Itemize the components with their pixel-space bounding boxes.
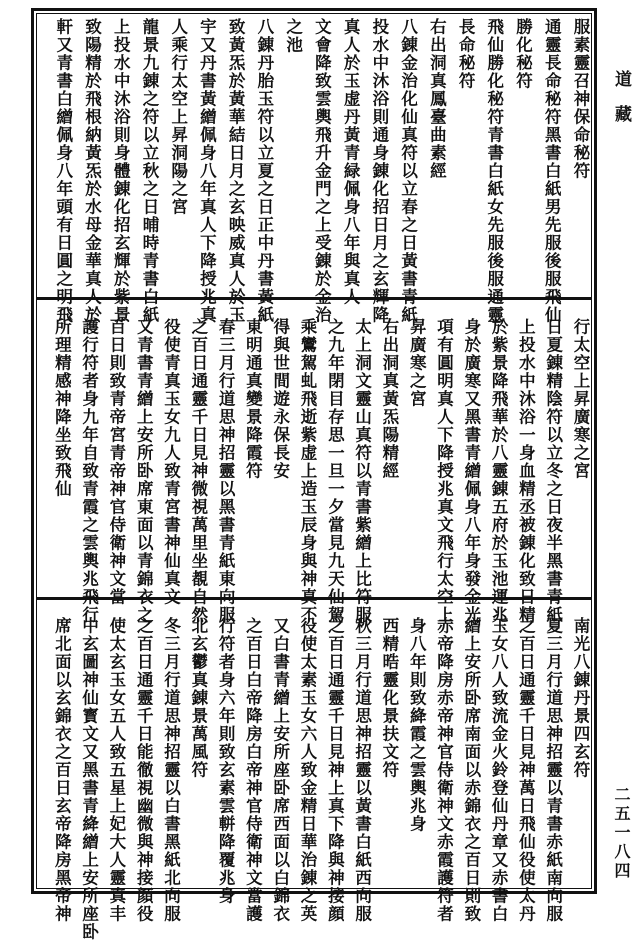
register-bottom xyxy=(36,617,592,941)
text-column: 飛仙勝化秘符青書白紙女先服後服通靈 xyxy=(484,18,504,324)
text-column: 八錬丹胎玉符以立夏之日正中丹書黃紙 xyxy=(254,18,274,324)
text-column: 百日則致青帝宮青帝神官侍衛神文當 xyxy=(106,318,126,606)
text-column: 服素靈召神保命秘符 xyxy=(571,18,590,180)
text-column: 役使太素玉女六人致金精日華治錬之英 xyxy=(298,617,317,923)
text-column: 項有圓明真人下降授兆真文飛行太空上 xyxy=(434,318,454,624)
text-column: 日夏錬精陰符以立冬之日夜半黑書青紙 xyxy=(543,318,563,624)
text-column: 玉女八人致流金火鈴登仙丹章又赤書白 xyxy=(489,617,509,923)
text-column: 冬三月行道思神招靈以白書黑紙北向服 xyxy=(161,617,181,923)
text-column: 於紫景降飛華於八靈錬五府於玉池運兆 xyxy=(489,318,509,624)
page-number: 二五一八四 xyxy=(612,786,631,881)
text-column: 太上洞文靈山真符以青書紫繒上比符服 xyxy=(352,318,372,624)
text-column: 八錬金治化仙真符以立春之日黃書青紙 xyxy=(398,18,418,324)
text-column: 之池 xyxy=(283,18,303,54)
text-column: 之百日通靈千日見神上真下降與神接顔 xyxy=(325,617,345,923)
text-column: 又青書青繒上安所卧席東面以青錦衣之 xyxy=(134,318,154,624)
text-column: 中玄圖神仙寳文又黑書青絳繒上安所座卧 xyxy=(79,617,99,941)
text-column: 護行符者身九年自致青霞之雲輿兆飛行 xyxy=(79,318,99,624)
text-column: 人乘行太空上昇洞陽之宮 xyxy=(168,18,188,216)
text-column: 上投水中沐浴一身血精丞被錬化致日精 xyxy=(516,318,536,624)
text-column: 軒又青書白繒佩身八年頭有日圓之明飛 xyxy=(53,18,73,324)
text-column: 役使青真玉女九人致青宮書神仙真文 xyxy=(161,318,181,606)
text-column: 文會降致雲輿飛升金門之上受錬於金治 xyxy=(312,18,332,324)
text-column: 上投水中沐浴則身體錬化招玄輝於紫景 xyxy=(111,18,131,324)
text-column: 行太空上昇廣寒之宮 xyxy=(571,318,590,480)
text-column: 席北面以玄錦衣之百日玄帝降房黑帝神 xyxy=(52,617,72,923)
text-column: 之百日通靈千日見神萬日飛仙役使太丹 xyxy=(516,617,536,923)
text-column: 身於廣寒又黑書青繒佩身八年身發金光 xyxy=(461,318,481,624)
text-column: 西精晧靈化景扶文符 xyxy=(379,617,399,779)
text-column: 右出洞真鳳臺曲素經 xyxy=(427,18,447,180)
text-column: 行符者身六年則致玄素雲軿降覆兆身 xyxy=(216,617,236,905)
text-column: 得與世間遊永保長安 xyxy=(270,318,290,480)
text-column: 又白書青繒上安所座卧席西面以白錦衣 xyxy=(270,617,290,923)
text-column: 之百日通靈千日見神微視萬里坐覩自然 xyxy=(188,318,208,624)
margin-title: 道藏 xyxy=(611,70,631,140)
text-column: 所理精感神降坐致飛仙 xyxy=(52,318,72,498)
text-column: 秋三月行道思神招靈以黃書白紙西向服 xyxy=(352,617,372,923)
register-middle xyxy=(36,318,592,624)
text-column: 赤帝降房赤帝神官侍衛神文赤霞護符者 xyxy=(434,617,454,923)
text-column: 致黃炁於黃華結日月之玄映威真人於玉 xyxy=(226,18,246,324)
text-column: 北玄鬱真錬景萬風符 xyxy=(188,617,208,779)
text-column: 之百日通靈千日能徹視幽微與神接顔役 xyxy=(134,617,154,923)
text-column: 長命秘符 xyxy=(456,18,476,90)
text-column: 繒上安所卧席南面以赤錦衣之百日則致 xyxy=(461,617,481,923)
text-column: 春三月行道思神招靈以黑書青紙東向服 xyxy=(216,318,236,624)
text-column: 宇又丹書黃繒佩身八年真人下降授兆真 xyxy=(197,18,217,324)
text-column: 乘鸞駕虬飛逝紫虚上造玉辰身與神真不 xyxy=(298,318,317,624)
text-column: 致陽精於飛根納黃炁於水母金華真人於 xyxy=(82,18,102,324)
text-column: 夏三月行道思神招靈以青書赤紙南向服 xyxy=(543,617,563,923)
text-column: 東明通真變景降霞符 xyxy=(243,318,263,480)
text-column: 龍景九錬之符以立秋之日晡時青書白紙 xyxy=(139,18,159,324)
text-column: 之百日白帝降房白帝神官侍衛神文當護 xyxy=(243,617,263,923)
text-column: 真人於玉虚丹黃青緑佩身八年與真人 xyxy=(341,18,361,306)
text-column: 身八年則致絳霞之雲輿兆身 xyxy=(407,617,427,833)
text-column: 投水中沐浴則通身錬化招日月之玄輝降 xyxy=(369,18,389,324)
text-column: 昇廣寒之宮 xyxy=(407,318,427,408)
text-column: 勝化秘符 xyxy=(513,18,533,90)
text-column: 之九年閉目存思一旦一夕當見九天仙駕 xyxy=(325,318,345,624)
register-top xyxy=(36,18,592,324)
text-column: 通靈長命秘符黑書白紙男先服後服飛仙 xyxy=(542,18,562,324)
text-column: 南光八錬丹景四玄符 xyxy=(571,617,590,779)
text-column: 右出洞真黃炁陽精經 xyxy=(379,318,399,480)
text-column: 使太玄玉女五人致五星上妃大人靈真丰 xyxy=(106,617,126,923)
